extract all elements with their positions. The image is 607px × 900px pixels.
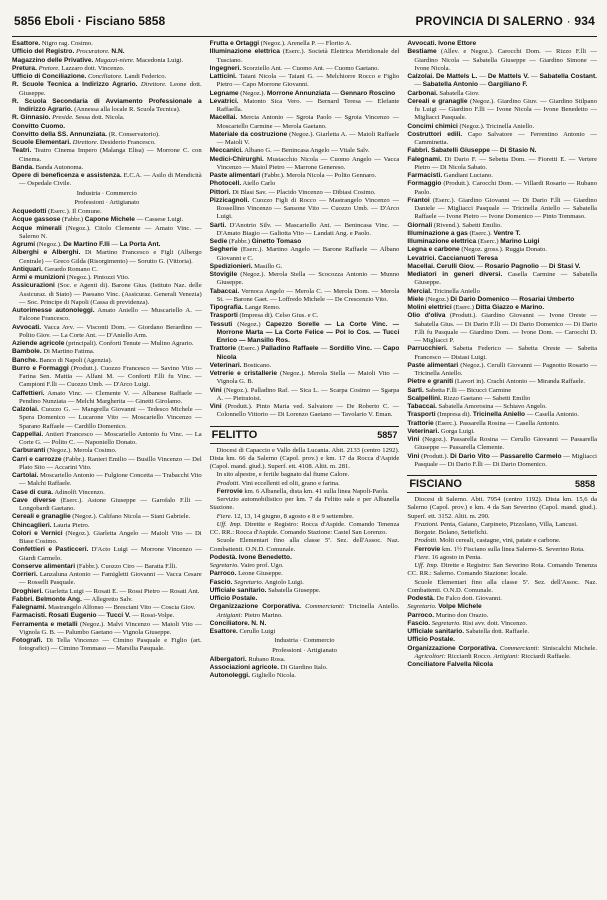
directory-entry: Bambole. Di Martino Fatima. (12, 348, 95, 356)
directory-entry: Acque gassose (Fabbr.) Capone Michele — Cassese Luigi. (12, 216, 184, 224)
felitto-railway: Ferrovie km. 6 Albanella, dista km. 41 sulla linea Napoli-Paola. (216, 487, 389, 495)
felitto-number: 5857 (377, 429, 398, 440)
felitto-schools: Scuole Elementari fino alla classe 5ª. Sez. dell'Assoc. Naz. Combattenti. O.N.D. Comunale. (209, 537, 400, 553)
directory-entry: Scuole Elementari. Direttore. Desiderio Francesco. (12, 139, 156, 146)
directory-entry: Colori e Vernici (Negoz.). Giarletta Angelo — Maioli Vito — Di Biase Cosimo. (12, 529, 202, 545)
section-heading: Professioni · Artigianato (272, 646, 337, 654)
column-3 (407, 40, 597, 890)
directory-entry: Illuminazione elettrica (Eserc.). Società Elettrica Meridionale del Tusciano. (209, 48, 400, 64)
directory-entry: Macellai. Cerulli Giov. — Rosario Pagnolio — Di Stasi V. (407, 262, 581, 270)
fisciano-fairs: Fiere. 16 agosto in Penta. (414, 553, 482, 561)
directory-entry: Veterinari. Bosticano. (209, 361, 272, 369)
directory-entry: Cereali e granaglie (Negoz.). Giardino Giuv. — Giardino Stilpano fu Luigi — Giardino F.lli — Ivone Nicola — Ivone Benedetto — Migliacci Pasquale. (407, 97, 597, 122)
directory-entry: Materiale da costruzione (Negoz.). Giarletta A. — Maioli Raffaele — Maioli V. (209, 130, 400, 146)
directory-entry: Conciliatore Falvella Nicola (407, 661, 493, 668)
header-province-title: PROVINCIA DI SALERNO (415, 14, 564, 28)
directory-entry: Vini (Negoz.). Palladino Raf. — Sica L. — Scarpa Cosimo — Sgarpa A. — Pietraioisi. (209, 386, 400, 402)
directory-entry: Ufficio Postale. (407, 636, 455, 644)
eboli-continued-list (210, 40, 400, 420)
directory-entry: Fascio. Segretario. Angiolo Luigi. (209, 578, 304, 586)
directory-entry: Bestiame (Allev. e Negoz.). Carocchi Dom. — Rizzo F.lli — Giardino Nicola — Sabatella Giuseppe — Giardino Simone — Ivone Nicola. (407, 48, 597, 72)
directory-entry: Fabbri. Sabatelli Giuseppe — Di Stasio N. (407, 147, 537, 155)
felitto-offices: Uff. Imp. Direttte e Registro: Rocca d'Aspide. Comando Tenenza CC. RR.: Rocca d'Aspide. Comando Stazione: Castel San Lorenzo. (209, 520, 400, 536)
fisciano-entries (407, 595, 597, 669)
directory-entry: Meccanici. Albano G. — Benincasa Angelo — Vitale Salv. (209, 147, 370, 155)
felitto-description-1: Diocesi di Capaccio e Vallo della Lucania. Abit. 2133 (centro 1292). Dista km. 66 da Salerno (Capol. prov.) e km. 17 da Rocca d'Aspide (Capol. mand. giud.). Superf. ett. 4108. Altit. m. 281. (209, 446, 400, 470)
directory-entry: R. Scuole Tecnica a Indirizzo Agrario. Direttore. Leone dott. Giuseppe. (12, 81, 202, 97)
column-1 (12, 40, 202, 890)
directory-entry: Legna e carbone (Negoz. gross.). Ruggia Donato. (407, 246, 547, 254)
directory-entry: Aziende agricole (principali). Conforti Tenute — Mulino Agrario. (12, 340, 194, 347)
directory-entry: Giornali (Rivend.). Sabetti Emilio. (407, 221, 502, 229)
section-heading: Professioni · Artigianato (74, 198, 140, 206)
felitto-description-2: In sito alpestre, e fertile bagnato dal fiume Calore. (216, 471, 350, 479)
directory-entry: Armi e munizioni (Negoz.). Pintozzi Vito. (12, 274, 130, 281)
directory-entry: Carbonai. Sabatella Giov. (407, 89, 480, 97)
directory-entry: Alberghi e Alberghi. Di Martino Francesco e Figli (Albergo Centrale) — Greco Gilda (Risorgimento) — Sorutto G. (Vittoria). (12, 249, 202, 265)
column-2 (210, 40, 400, 890)
directory-entry: Tabaccai. Vernoca Angelo — Merola C. — Merola Dom. — Merola St. — Barone Gaet. — Loffredo Michele — De Crescenzio Vito. (209, 287, 400, 303)
directory-entry: Assicurazioni (Soc. e Agenti di). Barone Gius. (Istituto Naz. delle Assicuraz. di Stato) — Paesano Vinc. (Assicuraz. Generali Venezia) — Soc. Principe di Napoli (Cassa di previdenza). (12, 282, 202, 306)
directory-entry: Avvocati. Ivone Ettore (407, 40, 477, 47)
fisciano-villages: Borgate. Bolano, Settefichi. (414, 529, 488, 536)
directory-entry: Conciliatore. N. N. (209, 619, 267, 627)
directory-entry: Carri e carrozze (Fabbr.). Ranieri Emilio — Busillo Vincenzo — Del Plato Sito — Accarini Vito. (12, 455, 202, 471)
directory-entry: Fotografi. Di Tella Vincenzo — Cimino Pasquale e Figlio (art. fotografici) — Cimino Tommaso — Marsilia Pasquale. (12, 637, 202, 653)
directory-entry: Sarti. D'Anotrio Silv. — Mascariello Ant. — Benincasa Vinc. — D'Amato Biagio — Galiotta Vito — Landati Ang. e Paolo. (209, 221, 400, 237)
directory-entry: Autorimesse autonoleggi. Amato Aniello — Muscariello A. — Falcone Francesco. (12, 307, 202, 323)
directory-entry: Agrumi (Negoz.). De Martino F.lli — La Porta Ant. (12, 241, 161, 248)
fisciano-hamlets: Frazioni. Penta, Gaiano, Carpineto, Pizzolano, Villa, Lancusi. (414, 520, 578, 528)
directory-entry: Calzolai. Cuozzo G. — Mangrella Giovanni — Tedesco Michele — Spera Domenico — Lucarone Vito — Moscariello Vincenzo — Sparano Raffaele — Cardillo Domenico. (12, 406, 202, 430)
directory-entry: Vini (Produtt.). Di Dario Vito — Passarello Carmelo — Migliacci Pasquale — Di Dario F.lli — Di Dario Domenico. (407, 452, 597, 468)
fisciano-schools: Scuole Elementari fino alla classe 5ª. Sez. dell'Assoc. Naz. Combattenti. O.N.D. Comunale. (407, 578, 597, 594)
directory-entry: Sarti. Sabetta F.lli — Bicucci Carmine (407, 386, 512, 394)
fisciano-description-1: Diocesi di Salerno. Abit. 7954 (centro 1192). Dista km. 15,6 da Salerno (Capol. prov.) e km. 4 da San Severino (Capol. mand. giud.). Superf. ett. 3152. Altit. m. 290. (407, 496, 597, 520)
directory-entry: Tessuti (Negoz.) Capezzo Sorelle — La Corte Vinc. — Morrone Marta — La Corte Felice — Pol lo Cos. — Tucci Enrico — Mansillo Ros. (209, 320, 400, 344)
directory-entry: Podestà. Ivone Benedetto. (209, 553, 292, 561)
directory-entry: Case di cura. Adinolfi Vincenzo. (12, 488, 105, 496)
directory-entry: Avvocati. Vacca Avv. — Visconti Dom. — Giordano Berardino — Polito Giov. — La Corte Ant. — D'Aniello Arm. (12, 323, 202, 339)
directory-entry: Veterinari. Gorga Luigi. (407, 427, 475, 435)
directory-entry: Macellai. Mercia Antonio — Sgroia Paolo — Sgroia Vincenzo — Moscariello Carmine — Merola Gaetano. (209, 114, 400, 130)
directory-entry: Ufficio di Conciliazione. Conciliatore. Landi Federico. (12, 73, 167, 80)
directory-entry: Teatri. Teatro Cinema Impero (Malanga Elisa) — Morrone C. con Cinema. (12, 147, 202, 163)
directory-entry: Paste alimentari (Fabbr.). Merola Nicola — Polito Gennaro. (209, 172, 377, 179)
directory-entry: Levatrici. Matonto Sica Vero. — Bernard Teresa — Elefante Raffaella. (209, 97, 400, 113)
directory-entry: Paste alimentari (Negoz.). Cerulli Giovanni — Pagnotto Rosario — Tricinella Aniello. (407, 361, 597, 377)
directory-entry: Parroco. Leone Giuseppe. (209, 570, 283, 578)
directory-entry: Ferramenta e metalli (Negoz.). Malvi Vincenzo — Maioli Vito — Vignola G. B. — Palumbo Gaetano — Vignola Giuseppe. (12, 620, 202, 636)
directory-entry: Confettieri e Pasticceri. D'Acto Luigi — Morrone Vincenzo — Giardi Carmelo. (12, 546, 202, 562)
header-page-number: 934 (574, 14, 595, 28)
directory-entry: Legname (Negoz.). Morrone Annunziata — Gennaro Roscino (209, 89, 396, 97)
directory-entry: Costruttori edili. Capo Salvatore — Ferrentino Antonio — Camminetta. (407, 130, 597, 146)
directory-entry: Trattorie (Eserc.). Passarella Rosina — Casella Antonio. (407, 419, 560, 427)
directory-entry: Photocell. Aiello Carlo (209, 180, 276, 188)
directory-entry: Conserve alimentari (Fabbr.). Cuozzo Ciro — Baratta F.lli. (12, 562, 178, 570)
page-header (12, 14, 597, 37)
directory-entry: Chincaglieri. Lauria Pietro. (12, 521, 90, 529)
directory-entry: Trasporti (Impresa di). Celso Gius. e C. (209, 312, 319, 320)
fisciano-heading (407, 475, 597, 493)
fisciano-products: Prodotti. Molti cereali, castagne, vini, patate e carbone. (414, 537, 561, 545)
directory-entry: Cave diverse (Eserc.). Astone Giuseppe — Garofalo F.lli — Longobardi Gaetano. (12, 496, 202, 512)
directory-entry: Pizzicagnoli. Cuozzo Figli di Rocco — Mastrangelo Vincenzo — Rossellino Vincenzo — Sansone Vito — Cuozzo Umb. — D'Arco Luigi. (209, 196, 400, 221)
directory-entry: Banda. Banda Autonoma. (12, 163, 84, 171)
directory-entry: Corrieri. Lanzaluna Antonio — Famigletti Giovanni — Vacca Cesare — Rosselli Pasquale. (12, 571, 202, 587)
directory-entry: Stovigile (Negoz.). Merola Stella — Scocozza Antonio — Munno Giuseppe. (209, 271, 400, 287)
directory-entry: Molini elettrici (Eserc.) Ditta Giazzo e Marino. (407, 304, 545, 311)
felitto-heading (210, 426, 400, 444)
directory-entry: Trattorie (Eserc.) Palladino Raffaele — Sordillo Vinc. — Capo Nicola (209, 345, 400, 361)
directory-entry: Tipografia. Lange Remo. (209, 304, 281, 311)
directory-entry: Frutta e Ortaggi (Negoz.). Arenella P. — Florito A. (209, 40, 352, 47)
directory-entry: Associazioni agricole. Di Giardino Italo. (209, 664, 328, 671)
directory-entry: Organizzazione Corporativa. Commercianti: Siniscalchi Michele. Agricoltori: Ricciardi Rocco. Artigiani: Ricciardi Raffaele. (407, 644, 597, 660)
directory-entry: Ingegneri. Scorziello Ant. — Cuomo Ant. — Cuomo Gaetano. (209, 64, 380, 72)
directory-entry: Opere di beneficenza e assistenza. E.C.A. — Asilo di Mendicità — Ospedale Civile. (12, 172, 202, 188)
directory-entry: Fascio. Segretario. Risi avv. dott. Vincenzo. (407, 619, 528, 627)
directory-entry: Ufficiale sanitario. Sabatella dott. Raffaele. (407, 628, 530, 635)
directory-entry: Pietre e graniti (Lavori in). Crachi Antonio — Miranda Raffaele. (407, 378, 586, 386)
directory-entry: Parroco. Murino don Orazio. (407, 611, 489, 619)
directory-entry: Segherie (Eserc.). Martino Angelo — Barone Raffaele — Albano Giovanni e C. (209, 246, 400, 262)
directory-entry: Scalpellini. Rizzo Gaetano — Sabetti Emilio (407, 394, 531, 402)
directory-entry: Sedie (Fabbr.) Ginetto Tomaso (209, 238, 302, 245)
directory-entry: Banche. Banco di Napoli (Agenzia). (12, 356, 113, 364)
directory-entry: Cappellai. Antieri Francesco — Moscariello Antonio fu Vinc. — La Corte G. — Polito C. — Naponiello Donato. (12, 430, 202, 446)
directory-entry: Convitto Cuomo. (12, 122, 66, 130)
directory-entry: Esattore. Cerullo Luigi (209, 628, 276, 635)
directory-entry: Ufficio Postale. (209, 595, 258, 602)
columns (12, 40, 597, 890)
directory-entry: Falegnami. Mastrangelo Alfonso — Bresciani Vito — Coscia Giov. (12, 604, 196, 611)
directory-entry: Ufficio del Registro. Procuratore. N.N. (12, 48, 125, 56)
directory-entry: Medici-Chirurghi. Mustacchio Nicola — Cuomo Angelo — Vacca Vincenzo — Maiol Pietro — Marrone Genereso. (209, 155, 400, 171)
directory-entry: Cartolai. Moscariello Antonio — Fulgione Concetta — Trabacchi Vito — Malchi Raffaele. (12, 472, 202, 488)
directory-entry: Esattore. Nigro rag. Cosimo. (12, 40, 93, 47)
section-heading: Industria · Commercio (274, 637, 335, 645)
directory-entry: Miele (Negoz.) Di Dario Domenico — Rosariai Umberto (407, 295, 575, 303)
fisciano-railway: Ferrovie km. 1½ Fisciano sulla linea Salerno-S. Severino Rota. (414, 545, 585, 553)
directory-entry: Burro e Formaggi (Produtt.). Cuozzo Francesco — Savino Vito — Farina Sen. Mattia — Alfani M. — Conforti F.lli fu Vinc. — Campioni F.lli — Cuozzo Umb. — D'Arco Luigi. (12, 364, 202, 389)
directory-entry: Autonoleggi. Gigliello Nicola. (209, 672, 296, 680)
fisciano-offices: Uff. Imp. Dirette e Registro: San Severino Rota. Comando Tenenza CC. RR.: Salerno. Comando Stazione: locale. (407, 562, 597, 578)
directory-entry: Farmacisti. Gandiani Luciano. (407, 172, 493, 179)
directory-entry: Organizzazione Corporativa. Commercianti: Tricinella Aniello. Artigiani: Pietro Marino. (209, 603, 400, 619)
directory-entry: Pittori. Di Blasi Sav. — Placido Vincenzo — Dibiasi Cosimo. (209, 188, 376, 196)
directory-entry: Caffettieri. Amato Vinc. — Clemente V. — Albanese Raffaele — Pendino Nunziata — Melchi Margherita — Ginetti Girolamo. (12, 389, 202, 405)
fisciano-number: 5858 (574, 479, 595, 489)
felitto-continued-list (407, 40, 597, 469)
directory-entry: Concimi chimici (Negoz.). Tricinella Aniello. (407, 122, 535, 130)
header-right: PROVINCIA DI SALERNO · 934 (415, 14, 595, 28)
directory-entry: Cereali e granaglie (Negoz.). Califano Nicola — Siani Gabriele. (12, 513, 191, 521)
directory-entry: Mediatori in generi diversi. Casella Carmine — Sabatella Giuseppe. (407, 271, 597, 287)
directory-entry: Parrucchieri. Sabetta Federico — Sabetta Oreste — Sabetta Francesco — Distasi Luigi. (407, 345, 597, 361)
header-left-range: 5856 Eboli · Fisciano 5858 (14, 14, 166, 28)
directory-entry: Olio d'oliva (Produtt.). Giardino Giovanni — Ivone Oreste — Sabatella Gius. — Di Dario F.lli — Di Dario Domenico — Di Dario F.lli fu Pasquale — Giardino Dom. — Ivone Dom. — Carocchi D. — Migliacci P. (407, 312, 597, 344)
directory-entry: Podestà. De Falco dott. Giovanni. (407, 595, 502, 602)
directory-entry: Trasporti (Impresa di). Tricinella Aniello — Casella Antonio. (407, 411, 579, 419)
directory-entry: Farmacisti. Rosati Eugenio — Tucci V. — Rossi-Volpe. (12, 612, 175, 620)
directory-entry: Formaggio (Produtt.). Carocchi Dom. — Villardi Rosario — Rubano Paolo. (407, 180, 597, 196)
felitto-entries (210, 554, 400, 681)
felitto-fairs: Fiere. 12, 13, 14 giugno, 8 agosto e 8 e 9 settembre. (216, 512, 354, 520)
directory-entry: Falegnami. Di Dario F. — Sebetta Dom. — Fioretti E. — Vertere Pietro — Di Nicola Sabato. (407, 155, 597, 171)
directory-entry: Acquedotti (Eserc.). Il Comune. (12, 208, 102, 215)
directory-entry: Droghieri. Giarletta Luigi — Rosati E. — Rossi Pietro — Rosati Ant. (12, 587, 200, 595)
directory-entry: Vini (Negoz.). Passarella Rosina — Cerullo Giovanni — Passarella Giuseppe — Passarella Clemente. (407, 436, 597, 452)
directory-entry: Convitto della SS. Annunziata. (R. Conservatorio). (12, 130, 160, 138)
directory-entry: Acque minerali (Negoz.). Citolo Clemente — Amato Vinc. — Salerno N. (12, 224, 202, 240)
directory-entry: Calzolai. De Mattels L. — De Mattels V. — Sabatella Costant. — Sabatella Antonio — Gargiliano F. (407, 73, 597, 89)
directory-entry: Fabbri. Belmonte Ang. — Allegretto Salv. (12, 595, 133, 603)
directory-entry: Vini (Produtt.). Pinto Maria ved. Salvatore — De Roberto C. — Colonnello Vittorio — Di Lorenzo Gaetano — Tavolario V. Eman. (209, 403, 400, 419)
directory-entry: Frantoi (Eserc.). Giardino Giovanni — Di Dario F.lli — Giardino Daniele — Migliacci Pasquale — Tricinella Aniello — Sabatella Raffaele — Ivone Pietro — Ivone Domenico — Pinto Tommaso. (407, 196, 597, 221)
directory-entry: Vetrerie e cristallerie (Negoz.). Merola Stella — Maioli Vito — Vignola G. B. (209, 370, 400, 386)
felitto-name: FELITTO (211, 428, 258, 441)
directory-entry: Magazzino delle Privative. Magazzi-niere. Macedonia Luigi. (12, 56, 184, 64)
directory-entry: R. Ginnasio. Preside. Sessa dott. Nicola. (12, 114, 125, 122)
felitto-bus-service: Servizio automobilistico per km. 7 da Felitto sale e per Albanella Stazione. (209, 496, 400, 512)
directory-entry: Ufficiale sanitario. Sabatella Giuseppe. (209, 586, 321, 594)
directory-entry: Levatrici. Caccianuoti Teresa (407, 254, 498, 262)
directory-entry: Latticini. Taiani Nicola — Taiani G. — Melchiorre Rocco e Figlio Pietro — Capo Morrone Giovanni. (209, 73, 400, 89)
fisciano-name: FISCIANO (409, 478, 462, 490)
directory-entry: Spedizionieri. Masillo G. (209, 262, 283, 270)
directory-entry: Carburanti (Negoz.). Merola Cosimo. (12, 447, 117, 455)
felitto-products: Prodotti. Vini eccellenti ed olii, grano e farina. (216, 479, 340, 487)
directory-entry: R. Scuola Secondaria di Avviamento Professionale a Indirizzo Agrario. (Annessa alla locale R. Scuola Tecnica). (12, 97, 202, 113)
directory-entry: Segretario. Vairo prof. Ugo. (209, 562, 284, 569)
directory-entry: Antiquari. Gerardo Romano C. (12, 265, 98, 273)
directory-entry: Mercial. Tricinella Aniello (407, 287, 480, 295)
directory-entry: Segretario. Volpe Michele (407, 603, 482, 611)
directory-entry: Illuminazione elettrica (Eserc.) Marino Luigi (407, 238, 540, 245)
directory-entry: Albergatori. Rubano Rosa. (209, 655, 286, 663)
directory-entry: Tabaccai. Sabatella Amorosina — Schiavo Angelo. (407, 403, 547, 410)
directory-entry: Pretura. Pretore. Lazzaro dott. Vincenzo. (12, 64, 125, 72)
section-heading: Industria · Commercio (76, 189, 137, 197)
directory-entry: Illuminazione a gas (Eserc.). Ventre T. (407, 229, 521, 237)
